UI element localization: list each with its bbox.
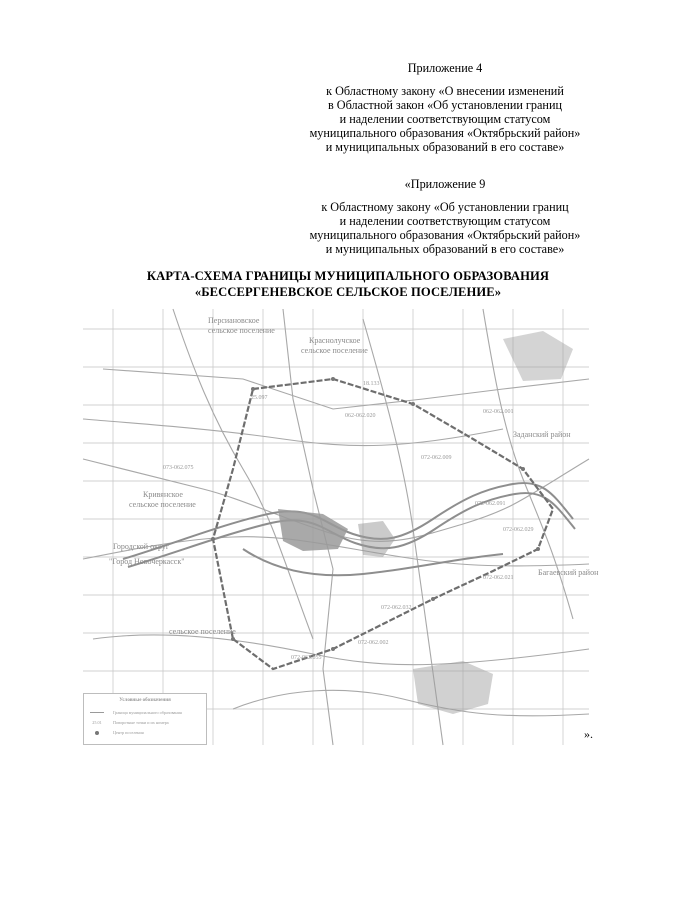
appendix-9-line: к Областному закону «Об установлении границ: [321, 200, 569, 214]
appendix-4-block: [290, 61, 600, 154]
legend-item: [87, 730, 144, 735]
legend-label: Граница муниципального образования: [113, 710, 182, 715]
label-point: 072-062.055: [291, 655, 322, 661]
appendix-9-line: муниципального образования «Октябрьский район»: [309, 228, 581, 242]
label-settlement-4: сельское поселение: [169, 627, 236, 636]
label-settlement-2b: сельское поселение: [301, 346, 368, 355]
appendix-4-line: муниципального образования «Октябрьский район»: [309, 126, 581, 140]
label-city-1: Городской округ: [113, 542, 170, 551]
settlement-center-icon: [87, 731, 107, 735]
map-title-line-1: КАРТА-СХЕМА ГРАНИЦЫ МУНИЦИПАЛЬНОГО ОБРАЗОВАНИЯ: [146, 269, 550, 283]
appendix-9-block: [290, 177, 600, 256]
map-legend: [83, 693, 207, 745]
label-point: 072-062.021: [483, 575, 514, 581]
appendix-4-line: и наделении соответствующим статусом: [339, 112, 551, 126]
map-image: [83, 309, 599, 745]
label-point: 18.133: [363, 381, 380, 387]
appendix-4-line: и муниципальных образований в его составе»: [325, 140, 565, 154]
appendix-9-line: и муниципальных образований в его составе»: [325, 242, 565, 256]
appendix-9-line: и наделении соответствующим статусом: [339, 214, 551, 228]
label-point: 073-062.075: [163, 465, 194, 471]
label-district-1: Багаевский район: [538, 568, 599, 577]
boundary-points: [211, 377, 540, 651]
label-settlement-1: Персиановское: [208, 316, 260, 325]
label-point: 072-062.091: [475, 501, 506, 507]
legend-item: [87, 720, 169, 725]
appendix-4-line: к Областному закону «О внесении изменений: [326, 84, 564, 98]
boundary-map: [83, 309, 599, 745]
label-settlement-1b: сельское поселение: [208, 326, 275, 335]
label-point: 062-062.020: [345, 413, 376, 419]
appendix-4-title: Приложение 4: [407, 61, 483, 75]
legend-title: Условные обозначения: [119, 698, 171, 703]
label-city-1b: "Город Новочеркасск": [109, 557, 185, 566]
point-number-symbol: 25.01: [92, 720, 102, 725]
legend-label: Поворотные точки и их номера: [113, 720, 169, 725]
appendix-4-line: в Областной закон «Об установлении границ: [327, 98, 562, 112]
label-point: 072-062.002: [358, 640, 389, 646]
legend-item: [87, 710, 182, 715]
map-title: [0, 268, 696, 300]
label-settlement-3b: сельское поселение: [129, 500, 196, 509]
closing-quote: ».: [584, 727, 593, 741]
label-point: 25.097: [251, 395, 268, 401]
map-title-line-2: «БЕССЕРГЕНЕВСКОЕ СЕЛЬСКОЕ ПОСЕЛЕНИЕ»: [194, 285, 502, 299]
label-point: 072-062.029: [503, 527, 534, 533]
label-point: 062-062.001: [483, 409, 514, 415]
label-point: 072-062.009: [421, 455, 452, 461]
boundary-line-icon: [87, 712, 107, 713]
label-settlement-3: Кривянское: [143, 490, 183, 499]
label-point: 072-062.032: [381, 605, 412, 611]
label-settlement-2: Краснолучское: [309, 336, 361, 345]
legend-label: Центр поселения: [113, 730, 144, 735]
appendix-9-title: «Приложение 9: [404, 177, 486, 191]
label-district-2: Заданский район: [513, 430, 571, 439]
